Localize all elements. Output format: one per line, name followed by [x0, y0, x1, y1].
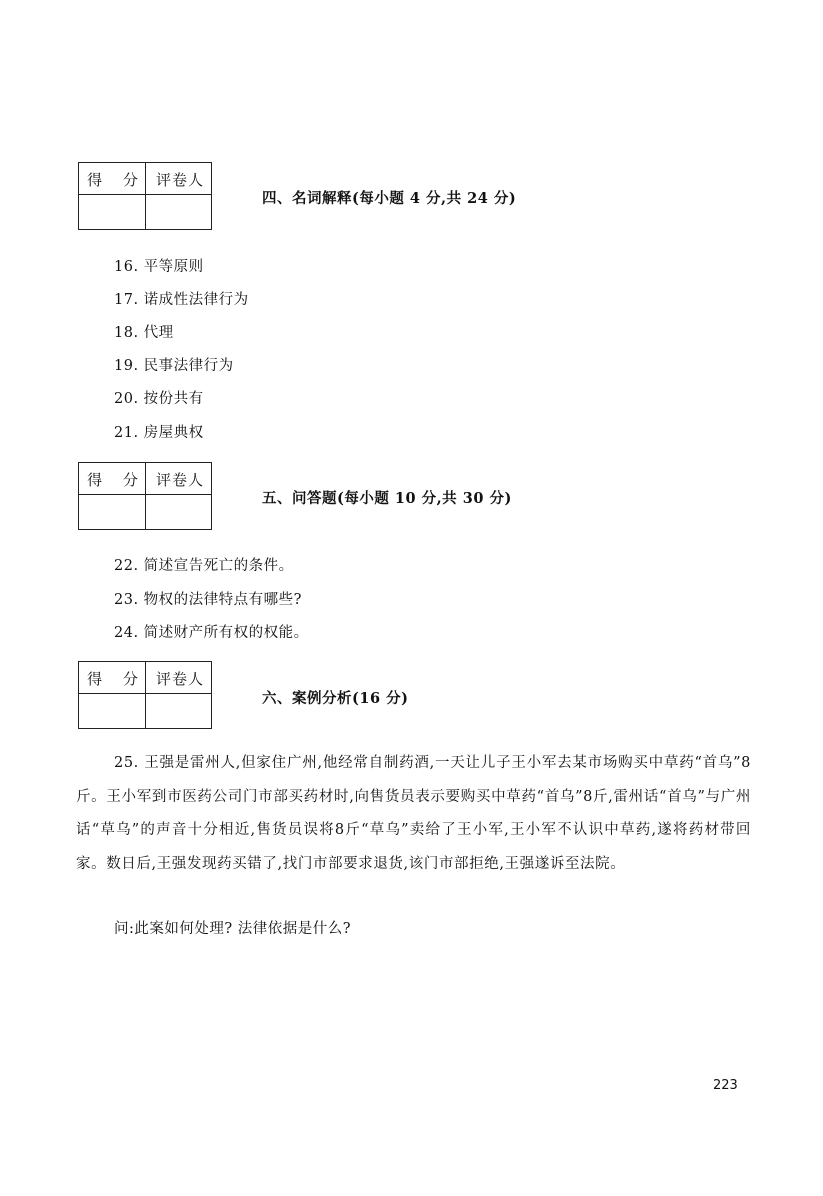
grader-header: 评卷人 [155, 471, 204, 489]
question-item-24: 24. 简述财产所有权的权能。 [114, 625, 309, 641]
grader-header: 评卷人 [155, 171, 204, 189]
table-divider [145, 662, 146, 728]
score-header: 得 分 [87, 670, 139, 688]
score-table-section-6 [78, 661, 212, 729]
question-item-21: 21. 房屋典权 [114, 425, 204, 441]
table-divider [79, 494, 211, 495]
section-title-6: 六、案例分析(16 分) [262, 690, 409, 707]
question-item-16: 16. 平等原则 [114, 259, 204, 275]
section-title-4: 四、名词解释(每小题 4 分,共 24 分) [262, 190, 517, 207]
score-header: 得 分 [87, 471, 139, 489]
case-text: 25. 王强是雷州人,但家住广州,他经常自制药酒,一天让儿子王小军去某市场购买中草药“首乌”8斤。王小军到市医药公司门市部买药材时,向售货员表示要购买中草药“首乌”8斤,雷州话“首乌”与广州话“草乌”的声音十分相近,售货员误将8斤“草乌”卖给了王小军,王小军不认识中草药,遂将药材带回家。数日后,王强发现药买错了,找门市部要求退货,该门市部拒绝,王强遂诉至法院。 [76, 755, 751, 872]
table-divider [145, 463, 146, 529]
question-item-17: 17. 诺成性法律行为 [114, 292, 249, 308]
question-item-19: 19. 民事法律行为 [114, 358, 234, 374]
grader-header: 评卷人 [155, 670, 204, 688]
question-item-22: 22. 简述宣告死亡的条件。 [114, 558, 294, 574]
question-item-18: 18. 代理 [114, 325, 174, 341]
case-question: 问:此案如何处理? 法律依据是什么? [114, 921, 352, 937]
question-item-20: 20. 按份共有 [114, 391, 204, 407]
score-header: 得 分 [87, 171, 139, 189]
table-divider [145, 163, 146, 229]
score-table-section-5 [78, 462, 212, 530]
page-number: 223 [713, 1078, 738, 1093]
section-title-5: 五、问答题(每小题 10 分,共 30 分) [262, 490, 512, 507]
table-divider [79, 693, 211, 694]
table-divider [79, 194, 211, 195]
score-table-section-4 [78, 162, 212, 230]
question-item-23: 23. 物权的法律特点有哪些? [114, 592, 302, 608]
